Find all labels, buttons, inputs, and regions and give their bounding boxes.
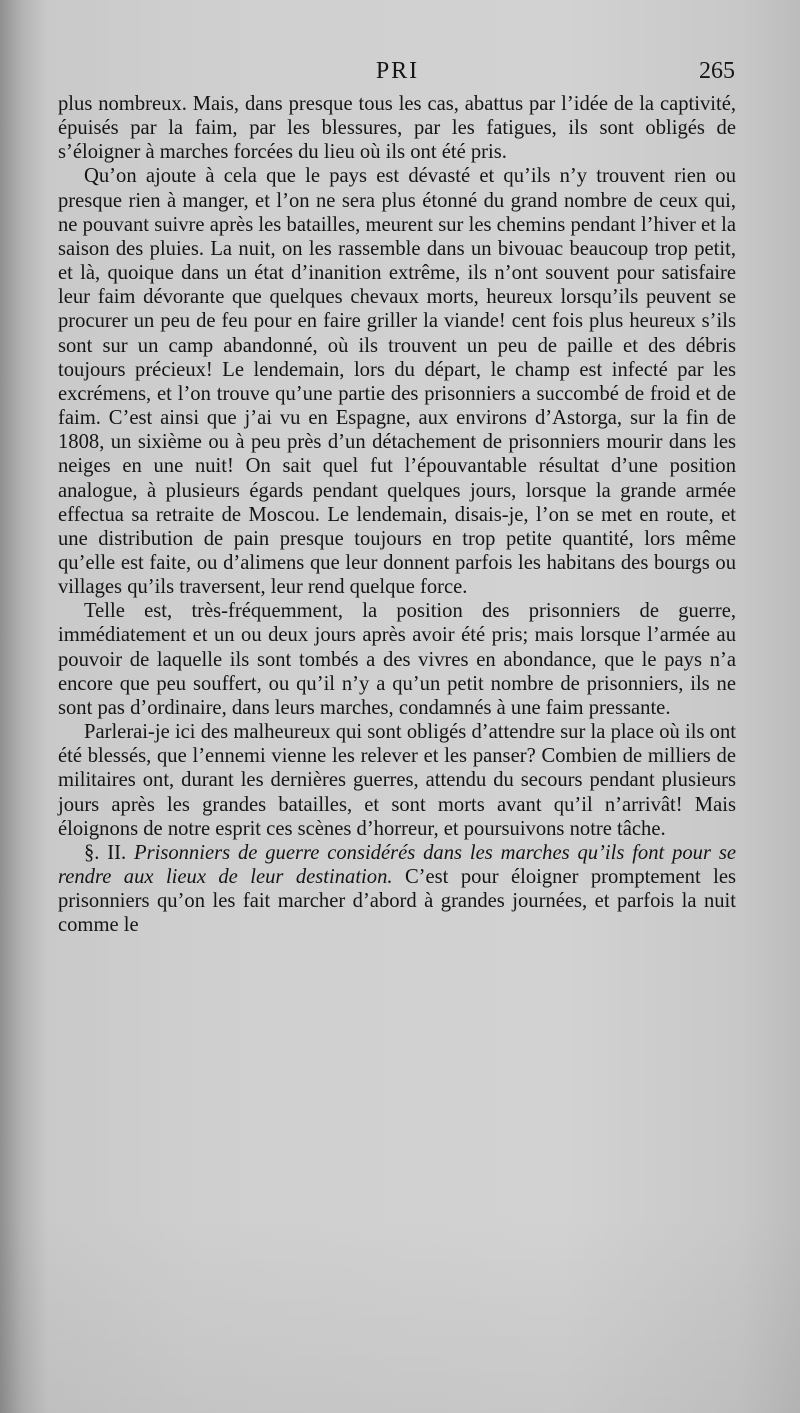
running-title: PRI xyxy=(375,58,420,84)
section-text: C’est pour éloigner promptement les prisonniers qu’on les fait marcher d’abord à grandes journées, et parfois la nuit comme le xyxy=(58,866,736,937)
running-head xyxy=(60,58,735,92)
section-number: §. II. xyxy=(84,841,127,864)
body-text xyxy=(58,92,736,937)
paragraph-3: Telle est, très-fréquemment, la position des prisonniers de guerre, immédiatement et un ou deux jours après avoir été pris; mais lorsque l’armée au pouvoir de laquelle ils sont tombés a des vivres en abondance, que le pays n’a encore que peu souffert, ou qu’il n’y a qu’un petit nombre de prisonniers, ils ne sont pas d’ordinaire, dans leurs marches, condamnés à une faim pressante. xyxy=(58,600,736,719)
section-paragraph xyxy=(58,841,736,938)
paragraph-4: Parlerai-je ici des malheureux qui sont obligés d’attendre sur la place où ils ont été blessés, que l’ennemi vienne les relever et les panser? Combien de milliers de militaires ont, durant les dernières guerres, attendu du secours pendant plusieurs jours après les grandes batailles, et sont morts avant qu’il n’arrivât! Mais éloignons de notre esprit ces scènes d’horreur, et poursuivons notre tâche. xyxy=(58,721,736,840)
page-number: 265 xyxy=(699,58,735,84)
paragraph-2: Qu’on ajoute à cela que le pays est dévasté et qu’ils n’y trouvent rien ou presque rien à manger, et l’on ne sera plus étonné du grand nombre de ceux qui, ne pouvant suivre après les batailles, meurent sur les chemins pendant l’hiver et la saison des pluies. La nuit, on les rassemble dans un bivouac beaucoup trop petit, et là, quoique dans un état d’inanition extrême, ils n’ont souvent pour satisfaire leur faim dévorante que quelques chevaux morts, heureux lorsqu’ils peuvent se procurer un peu de feu pour en faire griller la viande! cent fois plus heureux s’ils sont sur un camp abandonné, où ils trouvent un peu de paille et des débris toujours précieux! Le lendemain, lors du départ, le champ est infecté par les excrémens, et l’on trouve qu’une partie des prisonniers a succombé de froid et de faim. C’est ainsi que j’ai vu en Espagne, aux environs d’Astorga, sur la fin de 1808, un sixième ou à peu près d’un détachement de prisonniers mourir dans les neiges en une nuit! On sait quel fut l’épouvantable résultat d’une position analogue, à plusieurs égards pendant quelques jours, lorsque la grande armée effectua sa retraite de Moscou. Le lendemain, disais-je, l’on se met en route, et une distribution de pain presque toujours en trop petite quantité, lors même qu’elle est faite, ou d’alimens que leur donnent parfois les habitans des bourgs ou villages qu’ils traversent, leur rend quelque force. xyxy=(58,165,736,599)
section-title: Prisonniers de guerre considérés dans les marches qu’ils font pour se rendre aux lieux de leur destination. xyxy=(58,841,736,888)
paragraph-1: plus nombreux. Mais, dans presque tous les cas, abattus par l’idée de la captivité, épuisés par la faim, par les blessures, par les fatigues, ils sont obligés de s’éloigner à marches forcées du lieu où ils ont été pris. xyxy=(58,93,736,164)
